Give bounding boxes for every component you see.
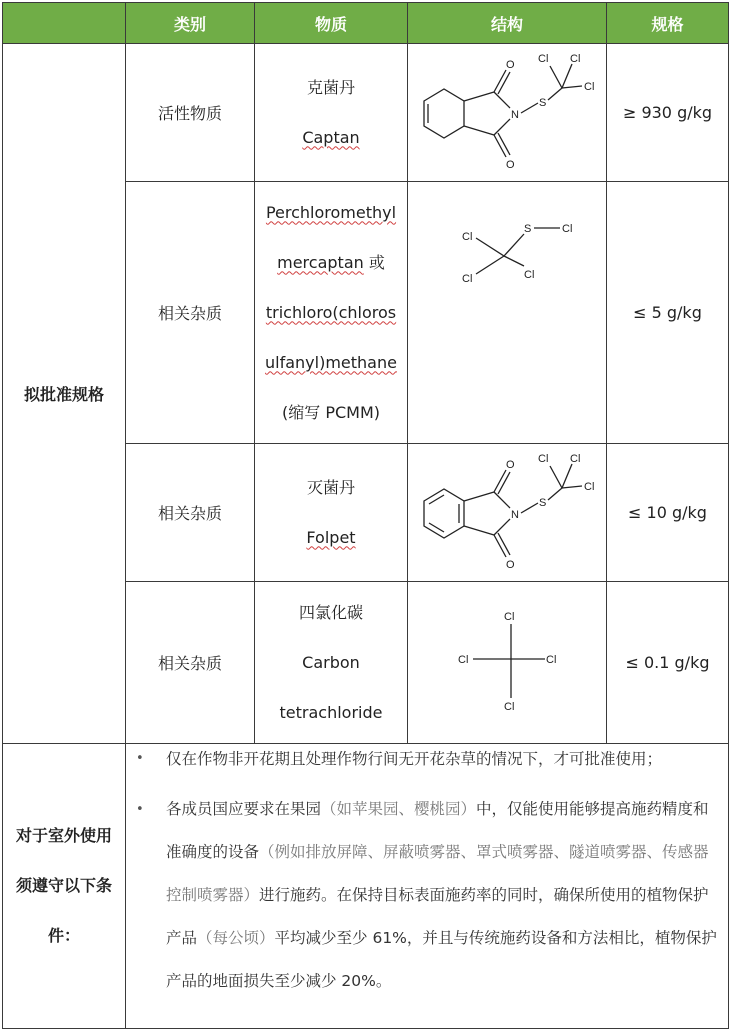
spec-cell: ≥ 930 g/kg	[607, 44, 729, 182]
category-cell: 活性物质	[126, 44, 255, 182]
header-row	[3, 3, 729, 44]
spec-cell: ≤ 5 g/kg	[607, 182, 729, 444]
list-item	[136, 744, 722, 774]
condition-text: 仅在作物非开花期且处理作物行间无开花杂草的情况下，才可批准使用；	[166, 750, 663, 768]
outdoor-conditions	[126, 744, 729, 1029]
header-category: 类别	[126, 3, 255, 44]
atom-label: Cl	[570, 52, 581, 65]
substance-cell	[255, 582, 408, 744]
substance-cell	[255, 444, 408, 582]
substance-line: Perchloromethyl	[265, 202, 397, 222]
substance-cell	[255, 182, 408, 444]
substance-line: Captan	[302, 127, 360, 147]
header-empty	[3, 3, 126, 44]
structure-cell	[408, 44, 607, 182]
folpet-structure-icon	[412, 446, 602, 576]
substance-line: mercaptan 或	[277, 252, 385, 272]
atom-label: Cl	[462, 231, 473, 243]
carbon-tetrachloride-structure-icon	[412, 606, 602, 716]
atom-label: Cl	[584, 80, 595, 93]
atom-label: O	[506, 458, 515, 471]
spec-table	[2, 2, 729, 1029]
category-cell: 相关杂质	[126, 182, 255, 444]
atom-label: S	[539, 96, 547, 109]
substance-line: trichloro(chloros	[265, 302, 397, 322]
substance-line: 四氯化碳	[298, 602, 363, 622]
header-spec: 规格	[607, 3, 729, 44]
category-cell: 相关杂质	[126, 444, 255, 582]
atom-label: Cl	[562, 223, 573, 235]
substance-line: Folpet	[306, 527, 356, 547]
table-row	[3, 44, 729, 182]
outdoor-label-line: 件：	[47, 926, 80, 945]
atom-label: S	[524, 223, 532, 235]
condition-text-note: （例如排放屏障、屏蔽喷雾器、罩式喷雾器、隧道喷雾器、传感器控制喷雾器）	[166, 843, 709, 904]
condition-text-note: （每公顷）	[197, 929, 275, 947]
atom-label: Cl	[584, 480, 595, 493]
captan-structure-icon	[412, 46, 602, 176]
atom-label: O	[506, 558, 515, 571]
substance-line: 克菌丹	[306, 77, 355, 97]
atom-label: Cl	[546, 653, 557, 666]
atom-label: N	[511, 508, 519, 521]
condition-text: 平均减少至少 61%，并且与传统施药设备和方法相比，植物保护产品的地面损失至少减少 20%。	[166, 929, 717, 990]
substance-line: 灭菌丹	[306, 477, 355, 497]
conditions-list	[136, 744, 722, 1003]
header-substance: 物质	[255, 3, 408, 44]
header-structure: 结构	[408, 3, 607, 44]
substance-line: (缩写 PCMM)	[281, 402, 380, 422]
outdoor-label-line: 对于室外使用	[15, 826, 112, 845]
structure-cell	[408, 444, 607, 582]
pcmm-structure-icon	[412, 204, 602, 304]
condition-text-note: （如苹果园、樱桃园）	[321, 800, 477, 818]
substance-line: ulfanyl)methane	[265, 352, 397, 372]
atom-label: Cl	[570, 452, 581, 465]
outdoor-label-line: 须遵守以下条	[15, 876, 112, 895]
atom-label: Cl	[538, 452, 549, 465]
bullet-icon: •	[136, 751, 144, 766]
outdoor-label	[3, 744, 126, 1029]
substance-line: tetrachloride	[279, 702, 383, 722]
atom-label: S	[539, 496, 547, 509]
atom-label: Cl	[538, 52, 549, 65]
structure-cell	[408, 582, 607, 744]
spec-cell: ≤ 0.1 g/kg	[607, 582, 729, 744]
spec-cell: ≤ 10 g/kg	[607, 444, 729, 582]
substance-cell	[255, 44, 408, 182]
atom-label: Cl	[524, 269, 535, 281]
bullet-icon: •	[136, 802, 144, 817]
table-row	[3, 744, 729, 1029]
condition-text: 进行施药。在保持目标表面施药率的同时，确保所使用的植物保护产品	[166, 886, 709, 947]
condition-text: 各成员国应要求在果园	[166, 800, 322, 818]
condition-text: 中，仅能使用能够提高施药精度和准确度的设备	[166, 800, 709, 861]
atom-label: O	[506, 158, 515, 171]
atom-label: Cl	[458, 653, 469, 666]
atom-label: Cl	[504, 700, 515, 713]
substance-line: Carbon	[302, 652, 360, 672]
atom-label: Cl	[462, 273, 473, 285]
structure-cell	[408, 182, 607, 444]
atom-label: Cl	[504, 610, 515, 623]
proposed-spec-label: 拟批准规格	[3, 44, 126, 744]
atom-label: N	[511, 108, 519, 121]
atom-label: O	[506, 58, 515, 71]
category-cell: 相关杂质	[126, 582, 255, 744]
list-item	[136, 788, 722, 1003]
